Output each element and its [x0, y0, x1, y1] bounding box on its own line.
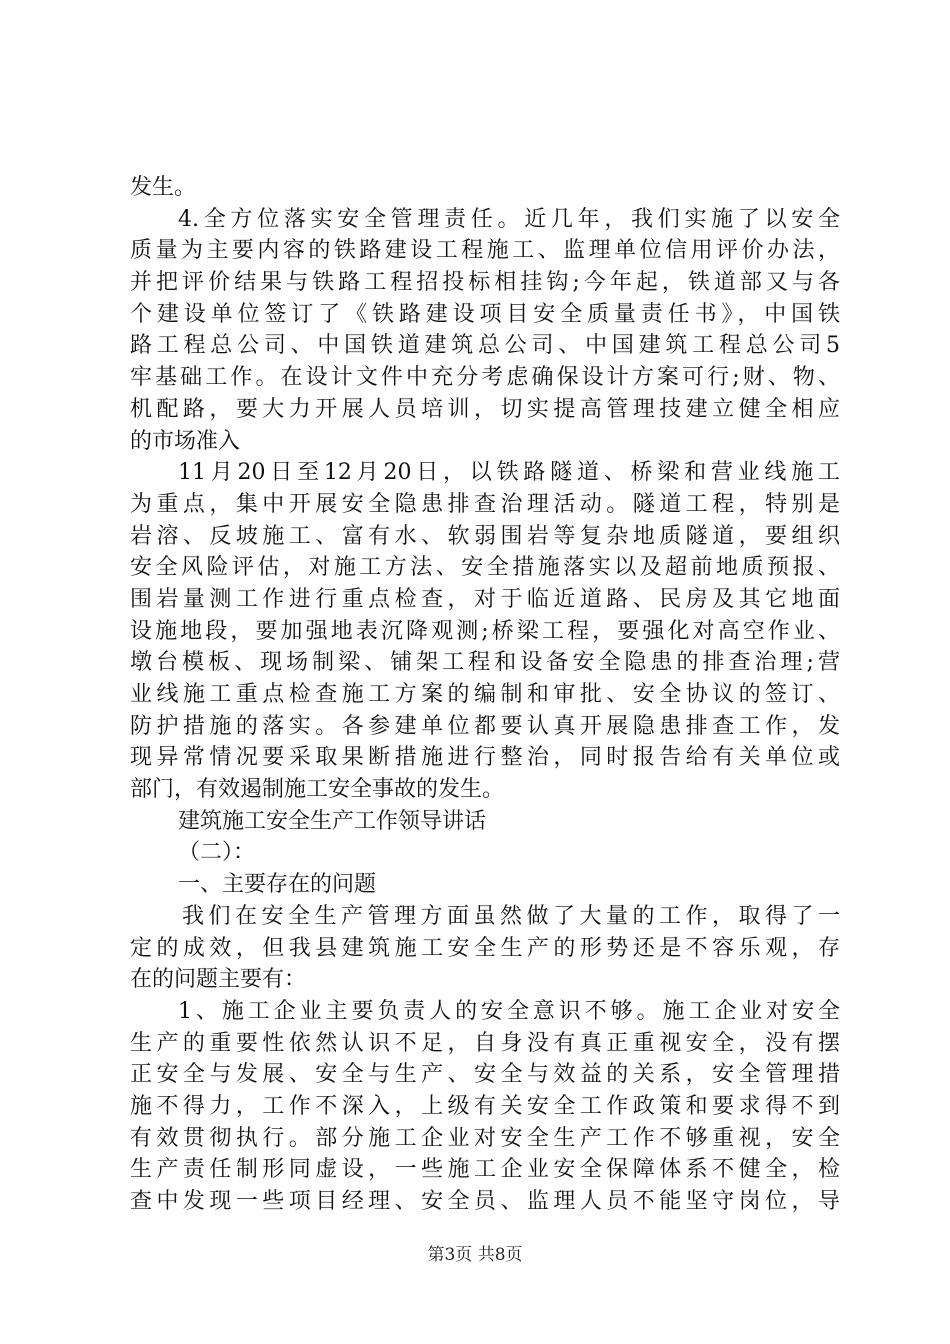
text-line: 施不得力，工作不深入，上级有关安全工作政策和要求得不到	[130, 1093, 840, 1119]
text-line: 正安全与发展、安全与生产、安全与效益的关系，安全管理措	[130, 1062, 840, 1088]
text-line: 发生。	[130, 175, 197, 200]
document-body	[130, 172, 840, 1218]
text-line: 安全风险评估，对施工方法、安全措施落实以及超前地质预报、	[130, 555, 840, 581]
text-line: 质量为主要内容的铁路建设工程施工、监理单位信用评价办法，	[130, 238, 840, 264]
text-line: 建筑施工安全生产工作领导讲话	[178, 808, 487, 834]
text-line: 生产的重要性依然认识不足，自身没有真正重视安全，没有摆	[130, 1030, 840, 1056]
text-line: 牢基础工作。在设计文件中充分考虑确保设计方案可行;财、物、	[130, 365, 840, 391]
text-line: 防护措施的落实。各参建单位都要认真开展隐患排查工作，发	[130, 713, 840, 739]
text-line: 在的问题主要有：	[130, 967, 307, 993]
text-line: 查中发现一些项目经理、安全员、监理人员不能坚守岗位，导	[130, 1189, 840, 1214]
text-line: 定的成效，但我县建筑施工安全生产的形势还是不容乐观，存	[130, 935, 840, 961]
text-line: （二）：	[178, 840, 256, 866]
text-line: 1、施工企业主要负责人的安全意识不够。施工企业对安全	[178, 998, 840, 1024]
text-line: 一、主要存在的问题	[178, 872, 377, 898]
text-line: 11月20日至12月20日，以铁路隧道、桥梁和营业线施工	[178, 460, 840, 486]
text-line: 业线施工重点检查施工方案的编制和审批、安全协议的签订、	[130, 682, 840, 707]
text-line: 4.全方位落实安全管理责任。近几年，我们实施了以安全	[178, 206, 840, 232]
page-footer: 第3页 共8页	[427, 1245, 523, 1265]
text-line: 机配路，要大力开展人员培训，切实提高管理技建立健全相应	[130, 396, 840, 422]
text-line: 围岩量测工作进行重点检查，对于临近道路、民房及其它地面	[130, 586, 840, 612]
text-line: 设施地段，要加强地表沉降观测;桥梁工程，要强化对高空作业、	[130, 618, 840, 644]
text-line: 现异常情况要采取果断措施进行整治，同时报告给有关单位或	[130, 745, 840, 771]
text-line: 我们在安全生产管理方面虽然做了大量的工作，取得了一	[182, 903, 840, 929]
text-line: 个建设单位签订了《铁路建设项目安全质量责任书》，中国铁	[130, 301, 840, 327]
text-line: 为重点，集中开展安全隐患排查治理活动。隧道工程，特别是	[130, 491, 840, 517]
text-line: 部门，有效遏制施工安全事故的发生。	[130, 777, 505, 803]
text-line: 岩溶、反坡施工、富有水、软弱围岩等复杂地质隧道，要组织	[130, 523, 840, 549]
text-line: 路工程总公司、中国铁道建筑总公司、中国建筑工程总公司5	[130, 333, 840, 359]
text-line: 有效贯彻执行。部分施工企业对安全生产工作不够重视，安全	[130, 1125, 840, 1151]
text-line: 并把评价结果与铁路工程招投标相挂钩;今年起，铁道部又与各	[130, 270, 840, 296]
text-line: 的市场准入	[130, 428, 241, 454]
text-line: 生产责任制形同虚设，一些施工企业安全保障体系不健全，检	[130, 1157, 840, 1183]
text-line: 墩台模板、现场制梁、铺架工程和设备安全隐患的排查治理;营	[130, 650, 840, 676]
